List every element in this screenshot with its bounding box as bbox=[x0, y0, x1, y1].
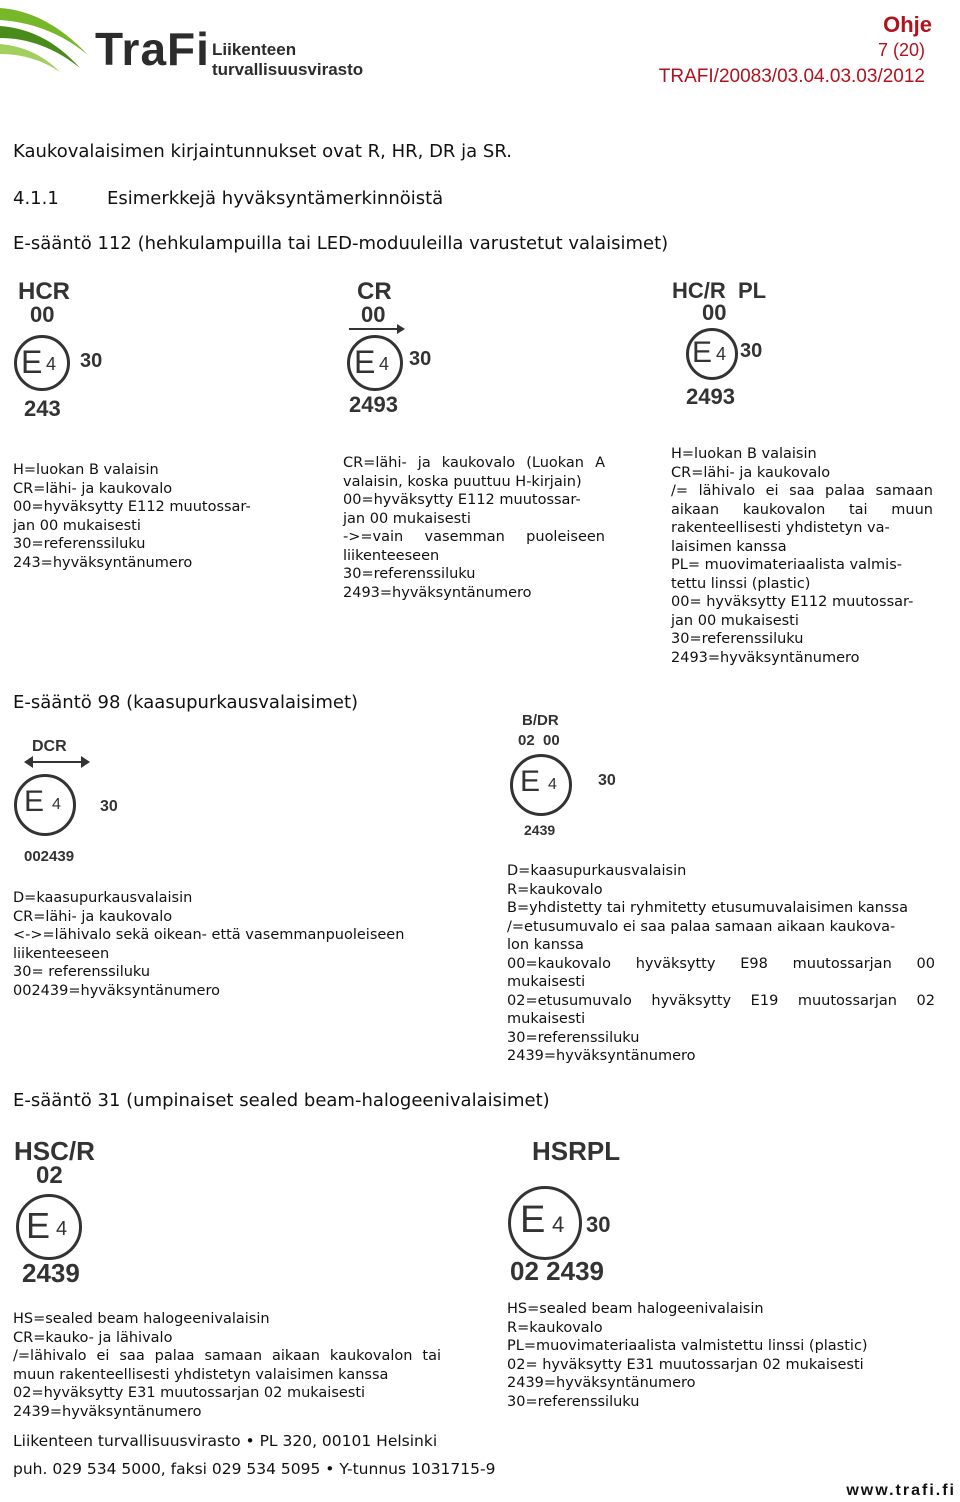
e-letter: E bbox=[354, 344, 376, 380]
intro-text: Kaukovalaisimen kirjaintunnukset ovat R, HR, DR ja SR. bbox=[13, 141, 512, 162]
e-letter: E bbox=[520, 765, 541, 798]
r98-description-1: D=kaasupurkausvalaisin CR=lähi- ja kaukovalo <->=lähivalo sekä oikean- että vasemmanpuoleiseen liikenteeseen 30= referenssiluku 002439=hyväksyntänumero bbox=[13, 890, 405, 999]
mark-code: 00 bbox=[702, 300, 727, 325]
r98-heading: E-sääntö 98 (kaasupurkausvalaisimet) bbox=[13, 692, 359, 713]
approval-mark-hcr-pl bbox=[672, 278, 782, 413]
approval-number: 243 bbox=[24, 396, 61, 421]
mark-code: 00 bbox=[30, 302, 55, 327]
country-code: 4 bbox=[46, 354, 57, 374]
right-arrow-icon bbox=[347, 324, 407, 334]
e-letter: E bbox=[520, 1199, 546, 1241]
mark-code: 00 bbox=[361, 302, 386, 327]
e-letter: E bbox=[24, 785, 45, 818]
footer-address: Liikenteen turvallisuusvirasto • PL 320, 00101 Helsinki bbox=[13, 1432, 438, 1450]
reference-number: 30 bbox=[80, 350, 103, 372]
e-letter: E bbox=[21, 344, 43, 380]
mark-top: CR bbox=[357, 278, 392, 305]
section-number: 4.1.1 bbox=[13, 188, 59, 209]
r112-description-2: CR=lähi- ja kaukovalo (Luokan A valaisin, koska puuttuu H-kirjain) 00=hyväksytty E112 muutossar- jan 00 mukaisesti ->=vain vasemman puoleiseen liikenteeseen 30=referenssiluku 2493=hyväksyntänumero bbox=[343, 455, 605, 601]
approval-mark-bdr bbox=[508, 712, 628, 842]
page-number: 7 (20) bbox=[877, 40, 925, 60]
approval-mark-dcr bbox=[14, 738, 124, 868]
reference-number: 30 bbox=[586, 1212, 611, 1237]
approval-mark-cr bbox=[345, 278, 455, 423]
mark-code: 02 bbox=[36, 1162, 63, 1189]
reference-number: 30 bbox=[409, 348, 432, 370]
mark-top: HSRPL bbox=[532, 1136, 621, 1166]
mark-top: DCR bbox=[32, 738, 67, 755]
approval-number: 2493 bbox=[686, 384, 735, 409]
e-letter: E bbox=[692, 336, 713, 369]
r112-description-3: H=luokan B valaisin CR=lähi- ja kaukovalo /= lähivalo ei saa palaa samaan aikaan kaukovalon tai muun rakenteellisesti yhdistetyn va- laisimen kanssa PL= muovimateriaalista valmis- tettu linssi (plastic) 00= hyväksytty E112 muutossar- jan 00 mukaisesti 30=referenssiluku 2493=hyväksyntänumero bbox=[671, 446, 933, 666]
country-code: 4 bbox=[56, 1218, 68, 1240]
r31-description-2: HS=sealed beam halogeenivalaisin R=kaukovalo PL=muovimateriaalista valmistettu linssi (plastic) 02= hyväksytty E31 muutossarjan 02 mukaisesti 2439=hyväksyntänumero 30=referenssiluku bbox=[507, 1301, 868, 1410]
country-code: 4 bbox=[716, 344, 727, 364]
approval-number: 2439 bbox=[22, 1258, 80, 1288]
section-title: Esimerkkejä hyväksyntämerkinnöistä bbox=[107, 188, 444, 209]
approval-mark-hcr bbox=[14, 278, 124, 423]
r98-description-2: D=kaasupurkausvalaisin R=kaukovalo B=yhdistetty tai ryhmitetty etusumuvalaisimen kanssa /=etusumuvalo ei saa palaa samaan aikaan kaukova- lon kanssa 00=kaukovalo hyväksytty E98 muutossarjan 00 mukaisesti 02=etusumuvalo hyväksytty E19 muutossarjan 02 mukaisesti 30=referenssiluku 2439=hyväksyntänumero bbox=[507, 863, 935, 1064]
r112-description-1: H=luokan B valaisin CR=lähi- ja kaukovalo 00=hyväksytty E112 muutossar- jan 00 mukaisesti 30=referenssiluku 243=hyväksyntänumero bbox=[13, 462, 251, 571]
doc-type: Ohje bbox=[883, 12, 932, 37]
r31-description-1: HS=sealed beam halogeenivalaisin CR=kauko- ja lähivalo /=lähivalo ei saa palaa samaan aikaan kaukovalon tai muun rakenteellisesti yhdistetyn valaisimen kanssa 02=hyväksytty E31 muutossarjan 02 mukaisesti 2439=hyväksyntänumero bbox=[13, 1311, 441, 1420]
r31-heading: E-sääntö 31 (umpinaiset sealed beam-halogeenivalaisimet) bbox=[13, 1090, 550, 1111]
reference-number: 30 bbox=[100, 798, 118, 815]
e-letter: E bbox=[26, 1205, 51, 1246]
footer-website-link[interactable]: www.trafi.fi bbox=[846, 1482, 956, 1499]
mark-top: HSC/R bbox=[14, 1136, 95, 1166]
approval-mark-hscr bbox=[14, 1136, 124, 1286]
mark-top: B/DR bbox=[522, 712, 559, 729]
country-code: 4 bbox=[52, 796, 61, 813]
mark-code: 02 00 bbox=[518, 732, 560, 749]
logo-text: TraFi bbox=[95, 23, 210, 75]
footer-phone: puh. 029 534 5000, faksi 029 534 5095 • Y-tunnus 1031715-9 bbox=[13, 1460, 496, 1478]
code-approval-number: 02 2439 bbox=[510, 1256, 604, 1286]
country-code: 4 bbox=[548, 776, 557, 793]
doc-reference: TRAFI/20083/03.04.03.03/2012 bbox=[658, 66, 925, 87]
r112-heading: E-sääntö 112 (hehkulampuilla tai LED-moduuleilla varustetut valaisimet) bbox=[13, 233, 669, 254]
reference-number: 30 bbox=[740, 340, 763, 362]
logo-swoosh-icon bbox=[0, 0, 95, 75]
mark-top: HC/R PL bbox=[672, 278, 767, 303]
logo-subtitle: Liikenteen turvallisuusvirasto bbox=[212, 40, 364, 79]
country-code: 4 bbox=[552, 1212, 565, 1237]
country-code: 4 bbox=[379, 354, 390, 374]
approval-number: 2439 bbox=[524, 822, 556, 838]
approval-number: 2493 bbox=[349, 392, 398, 417]
approval-mark-hsrpl bbox=[508, 1136, 658, 1286]
logo bbox=[0, 0, 420, 80]
approval-number: 002439 bbox=[24, 848, 75, 865]
double-arrow-icon bbox=[24, 756, 94, 768]
mark-top: HCR bbox=[18, 278, 70, 305]
reference-number: 30 bbox=[598, 772, 616, 789]
